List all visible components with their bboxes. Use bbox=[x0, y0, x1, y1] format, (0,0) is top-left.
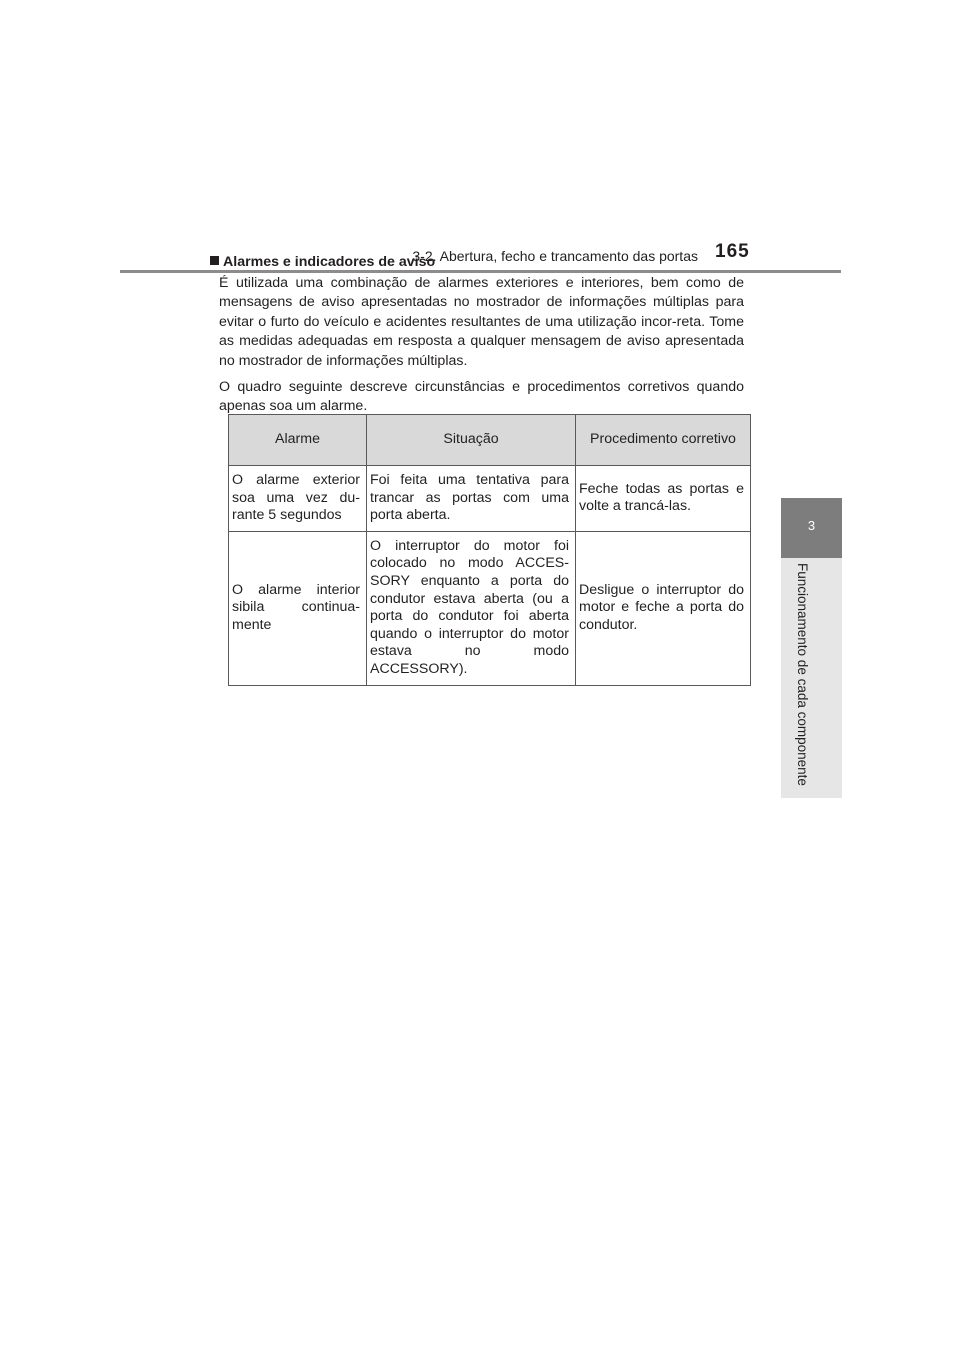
paragraph: O quadro seguinte descreve circunstâncias e procedimentos corretivos quando apenas soa um alarme. bbox=[219, 378, 744, 415]
header-section-title: 3-2. Abertura, fecho e trancamento das portas bbox=[412, 248, 698, 264]
table-row bbox=[229, 531, 751, 685]
chapter-tab bbox=[781, 498, 842, 558]
cell-procedimento: Feche todas as portas e volte a trancá-las. bbox=[576, 466, 751, 532]
cell-alarme: O alarme exterior soa uma vez du-rante 5 segundos bbox=[229, 466, 367, 532]
square-bullet-icon bbox=[210, 256, 219, 265]
cell-situacao: O interruptor do motor foi colocado no modo ACCES-SORY enquanto a porta do condutor estava aberta (ou a porta do condutor foi aberta quando o interruptor do motor estava no modo ACCESSORY). bbox=[367, 531, 576, 685]
cell-alarme: O alarme interior sibila continua-mente bbox=[229, 531, 367, 685]
header-procedimento: Procedimento corretivo bbox=[576, 415, 751, 466]
section-content bbox=[212, 253, 744, 417]
cell-procedimento: Desligue o interruptor do motor e feche a porta do condutor. bbox=[576, 531, 751, 685]
cell-situacao: Foi feita uma tentativa para trancar as portas com uma porta aberta. bbox=[367, 466, 576, 532]
chapter-tab-strip bbox=[781, 558, 842, 798]
chapter-title: Funcionamento de cada componente bbox=[795, 563, 810, 786]
section-heading bbox=[210, 253, 744, 273]
header-situacao: Situação bbox=[367, 415, 576, 466]
table-header-row bbox=[229, 415, 751, 466]
header-alarme: Alarme bbox=[229, 415, 367, 466]
table-row bbox=[229, 466, 751, 532]
paragraph: É utilizada uma combinação de alarmes exteriores e interiores, bem como de mensagens de aviso apresentadas no mostrador de informações múltiplas para evitar o furto do veículo e acidentes resultantes de uma utilização incor-reta. Tome as medidas adequadas em resposta a qualquer mensagem de aviso apresentada no mostrador de informações múltiplas. bbox=[219, 274, 744, 369]
alarm-table bbox=[228, 414, 750, 686]
chapter-number: 3 bbox=[807, 518, 816, 533]
alarm-table-grid bbox=[228, 414, 751, 686]
page-number: 165 bbox=[715, 241, 750, 262]
section-heading-text: Alarmes e indicadores de aviso bbox=[223, 254, 436, 270]
